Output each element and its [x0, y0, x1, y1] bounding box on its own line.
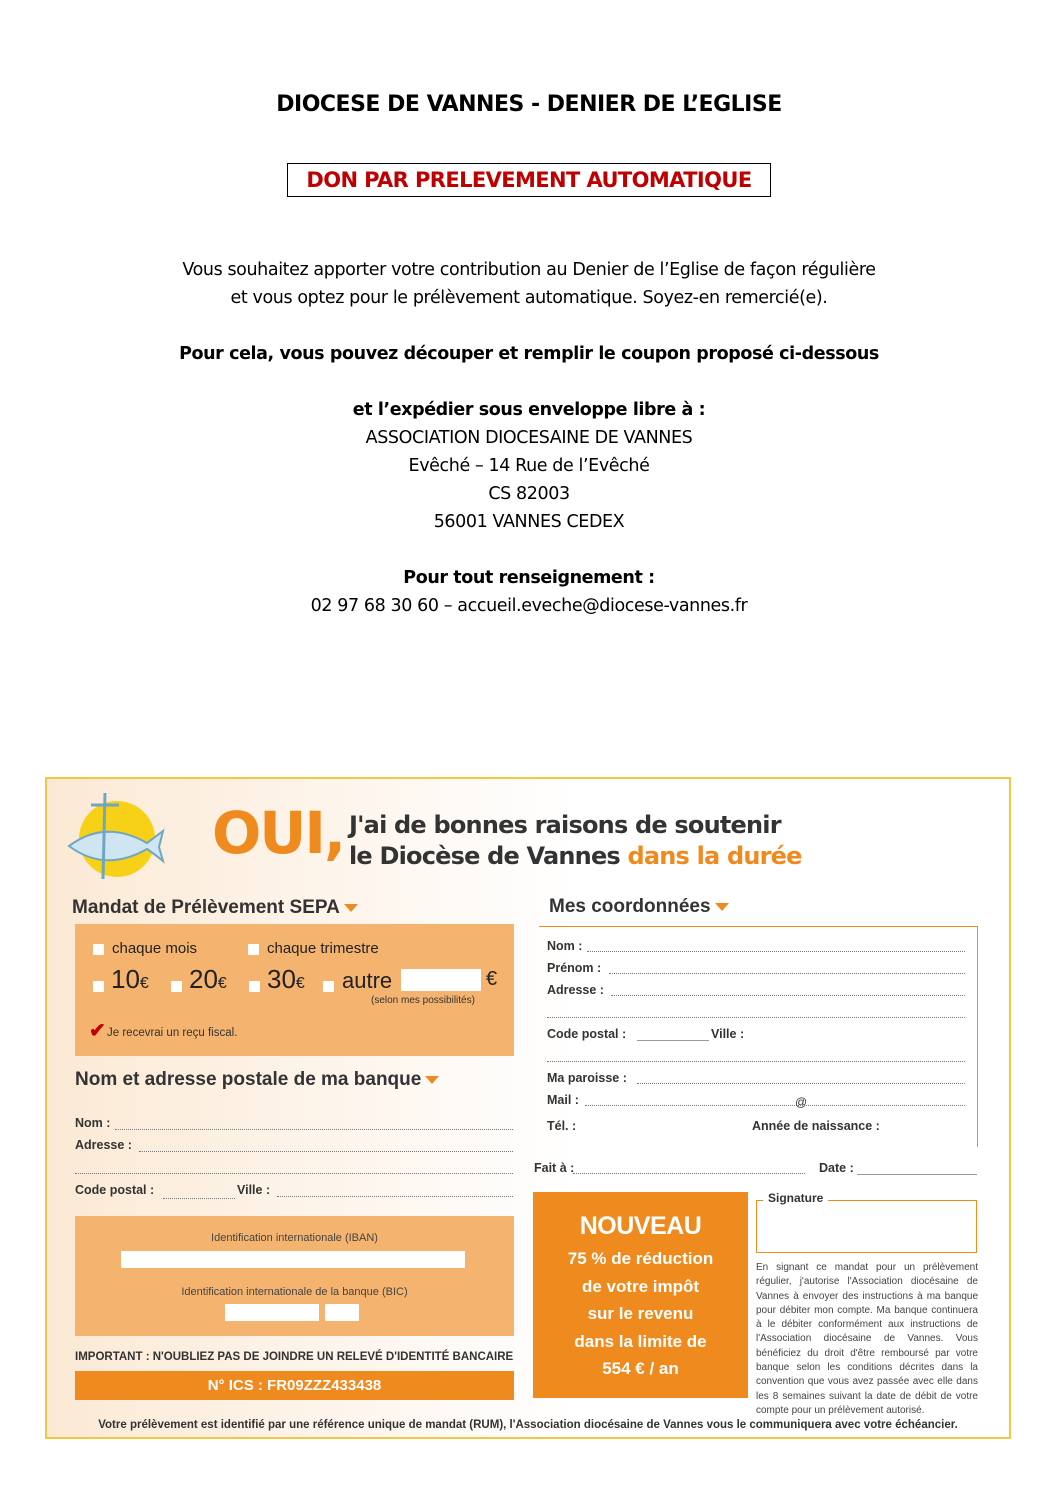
headline-line-1: J'ai de bonnes raisons de soutenir: [349, 811, 781, 839]
prenom-label: Prénom :: [547, 961, 602, 975]
mandat-box: [75, 924, 514, 1056]
amount-10-value: 10: [111, 964, 140, 994]
other-note: (selon mes possibilités): [371, 995, 475, 1006]
date-label: Date :: [819, 1161, 854, 1175]
address-line: ASSOCIATION DIOCESAINE DE VANNES: [365, 428, 693, 448]
amount-other-checkbox[interactable]: [323, 981, 334, 992]
send-to: et l’expédier sous enveloppe libre à :: [352, 400, 706, 420]
chevron-down-icon: [715, 903, 729, 911]
nom-label: Nom :: [547, 939, 583, 953]
oui-heading: OUI,: [212, 799, 345, 867]
bank-name-label: Nom :: [75, 1116, 111, 1130]
nouveau-title: NOUVEAU: [579, 1212, 702, 1240]
iban-label: Identification internationale (IBAN): [211, 1232, 378, 1244]
bank-city-field[interactable]: [277, 1196, 513, 1197]
amount-other-input[interactable]: [401, 969, 481, 991]
currency-symbol: €: [295, 975, 305, 992]
amount-20-label: [189, 964, 227, 995]
currency-symbol: €: [217, 975, 227, 992]
amount-20-value: 20: [189, 964, 218, 994]
nom-field[interactable]: [587, 951, 965, 952]
mandat-title: [72, 897, 358, 919]
currency-symbol: €: [139, 975, 149, 992]
mandat-title-text: Mandat de Prélèvement SEPA: [72, 897, 340, 918]
adresse-field[interactable]: [611, 995, 965, 996]
bank-address-field[interactable]: [139, 1151, 513, 1152]
headline-duration: dans la durée: [627, 842, 802, 870]
fait-label: Fait à :: [534, 1161, 575, 1175]
adresse-field-2[interactable]: [547, 1017, 965, 1018]
donation-coupon: [45, 777, 1011, 1439]
ville-field[interactable]: [547, 1061, 965, 1062]
address-line: Evêché – 14 Rue de l’Evêché: [408, 456, 650, 476]
amount-10-label: [111, 964, 149, 995]
amount-other-label: autre: [342, 968, 393, 993]
prenom-field[interactable]: [609, 973, 965, 974]
reduction-line: dans la limite de: [574, 1331, 707, 1351]
chevron-down-icon: [344, 904, 358, 912]
date-field[interactable]: [857, 1162, 977, 1175]
receipt-label: Je recevrai un reçu fiscal.: [107, 1027, 238, 1039]
bic-input[interactable]: [225, 1304, 319, 1321]
address-line: CS 82003: [488, 484, 570, 504]
coord-title: [549, 896, 729, 918]
bank-title-text: Nom et adresse postale de ma banque: [75, 1069, 422, 1090]
fait-field[interactable]: [573, 1173, 805, 1174]
reduction-line: de votre impôt: [581, 1276, 700, 1296]
amount-10-checkbox[interactable]: [93, 981, 104, 992]
bank-postal-field[interactable]: [163, 1184, 235, 1199]
legal-text: En signant ce mandat pour un prélèvement régulier, j'autorise l'Association diocésaine de Vannes à envoyer des instructions à ma banque pour débiter mon compte. Ma banque continuera à le débiter conformément aux instructions de l'Association diocésaine de Vannes. Vous bénéficiez du droit d'être remboursé par votre banque selon les conditions décrites dans la convention que vous avez passée avec elle dans les 8 semaines suivant la date de débit de votre compte pour un prélèvement autorisé.: [756, 1262, 978, 1416]
amount-30-label: [267, 964, 305, 995]
cp-label: Code postal :: [547, 1027, 627, 1041]
info-label: Pour tout renseignement :: [403, 568, 655, 588]
iban-input[interactable]: [121, 1251, 465, 1268]
check-mark-icon: ✔: [89, 1020, 106, 1042]
contact-line: 02 97 68 30 60 – accueil.eveche@diocese-vannes.fr: [310, 596, 748, 616]
bic-label: Identification internationale de la banque (BIC): [181, 1286, 408, 1298]
bank-address-label: Adresse :: [75, 1138, 132, 1152]
bank-name-field[interactable]: [115, 1129, 513, 1130]
amount-30-checkbox[interactable]: [249, 981, 260, 992]
reduction-line: sur le revenu: [587, 1304, 694, 1323]
page-subtitle: DON PAR PRELEVEMENT AUTOMATIQUE: [287, 163, 771, 197]
page-title: DIOCESE DE VANNES - DENIER DE L’EGLISE: [276, 92, 782, 117]
quarterly-label: chaque trimestre: [267, 940, 379, 957]
coord-title-text: Mes coordonnées: [549, 896, 711, 917]
quarterly-checkbox[interactable]: [248, 944, 259, 955]
chevron-down-icon: [425, 1076, 439, 1084]
at-sign: @: [795, 1095, 808, 1109]
monthly-checkbox[interactable]: [93, 944, 104, 955]
bank-title: [75, 1069, 439, 1091]
signature-label: Signature: [763, 1191, 828, 1205]
currency-symbol: €: [486, 968, 498, 990]
ics-banner: N° ICS : FR09ZZZ433438: [75, 1371, 514, 1400]
adresse-label: Adresse :: [547, 983, 604, 997]
intro-line-1: Vous souhaitez apporter votre contribution au Denier de l’Eglise de façon régulière: [182, 260, 876, 280]
amount-20-checkbox[interactable]: [171, 981, 182, 992]
bank-postal-label: Code postal :: [75, 1183, 155, 1197]
paroisse-field[interactable]: [637, 1083, 965, 1084]
bank-address-field-2[interactable]: [75, 1173, 513, 1174]
signature-field[interactable]: [756, 1200, 977, 1253]
footer-note: Votre prélèvement est identifié par une référence unique de mandat (RUM), l'Association diocésaine de Vannes vous le communiquera avec votre échéancier.: [98, 1419, 958, 1431]
mail-field[interactable]: [585, 1105, 965, 1106]
bic-branch-input[interactable]: [325, 1304, 359, 1321]
headline-line-2: [349, 842, 802, 870]
nouveau-box: [533, 1192, 748, 1398]
cp-field[interactable]: [637, 1028, 709, 1041]
bank-city-label: Ville :: [237, 1183, 271, 1197]
monthly-label: chaque mois: [112, 940, 198, 957]
diocese-logo-icon: [65, 791, 165, 883]
birth-label: Année de naissance :: [752, 1119, 880, 1133]
paroisse-label: Ma paroisse :: [547, 1071, 627, 1085]
headline-diocese: le Diocèse de Vannes: [349, 842, 620, 870]
tel-label: Tél. :: [547, 1119, 577, 1133]
instruction: Pour cela, vous pouvez découper et remplir le coupon proposé ci-dessous: [179, 344, 879, 364]
reduction-text: [533, 1245, 748, 1383]
mail-label: Mail :: [547, 1093, 579, 1107]
amount-30-value: 30: [267, 964, 296, 994]
reduction-line: 75 % de réduction: [567, 1249, 714, 1268]
ville-label: Ville :: [711, 1027, 745, 1041]
iban-box: [75, 1216, 514, 1336]
address-line: 56001 VANNES CEDEX: [433, 512, 625, 532]
reduction-line: 554 € / an: [602, 1359, 679, 1378]
intro-line-2: et vous optez pour le prélèvement automatique. Soyez-en remercié(e).: [230, 288, 828, 308]
important-note: IMPORTANT : N'OUBLIEZ PAS DE JOINDRE UN RELEVÉ D'IDENTITÉ BANCAIRE: [75, 1351, 514, 1363]
